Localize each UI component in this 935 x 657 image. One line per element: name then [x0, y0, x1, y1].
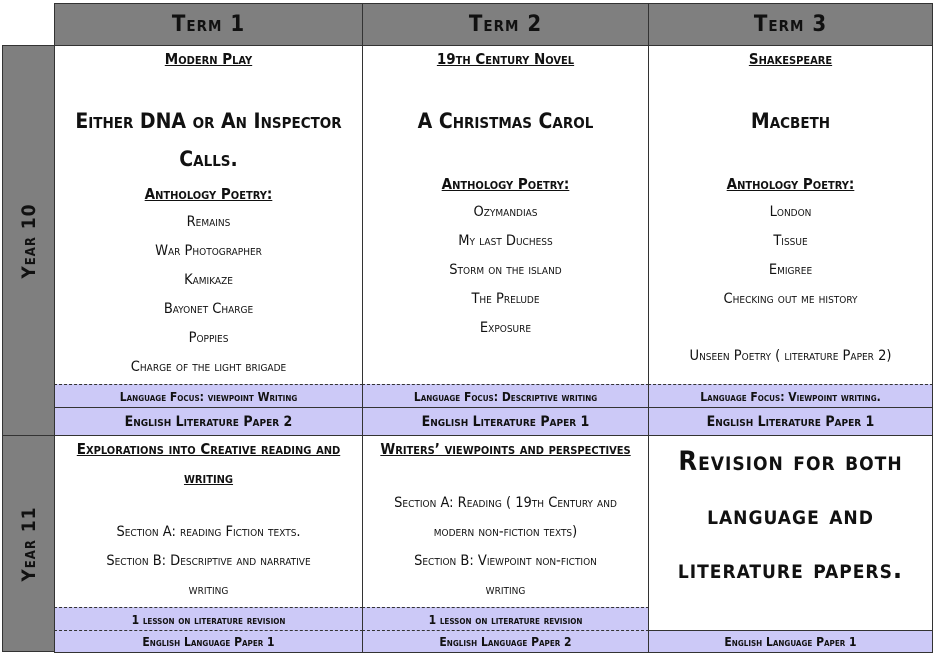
y11-t1-heading-2: writing — [183, 469, 234, 487]
y11-t2-line: modern non-fiction texts) — [433, 524, 578, 540]
y10-t3-paper — [648, 407, 933, 436]
y10-t3-language-focus — [648, 384, 933, 408]
y10-t2-title: A Christmas Carol — [417, 109, 594, 133]
header-term-3-label: Term 3 — [753, 12, 828, 37]
poem: My last Duchess — [458, 233, 553, 249]
y10-t2-paper — [362, 407, 649, 436]
y10-t1-poetry-heading: Anthology Poetry: — [144, 185, 273, 203]
y10-t1-paper-text: English Literature Paper 2 — [124, 413, 293, 430]
y11-t2-lesson — [362, 607, 649, 631]
y11-t1-lesson — [54, 607, 363, 631]
y11-t1-paper — [54, 630, 363, 653]
y10-t1-title-1: Either DNA or An Inspector — [75, 109, 342, 133]
year-10-label: Year 10 — [17, 202, 40, 279]
y11-t3-revision-1: Revision for both — [678, 446, 903, 477]
poem: Exposure — [479, 320, 532, 336]
y11-t3-revision-2: language and — [707, 500, 874, 531]
poem: Charge of the light brigade — [130, 359, 287, 375]
y11-term2-cell — [362, 435, 649, 608]
y11-t2-line: Section A: Reading ( 19th Century and — [394, 495, 617, 511]
y10-t2-poetry-heading: Anthology Poetry: — [441, 175, 570, 193]
y10-t1-language-focus-text: Language Focus: viewpoint Writing — [119, 389, 298, 404]
y10-t2-language-focus — [362, 384, 649, 408]
y10-t1-title-2: Calls. — [179, 147, 238, 171]
y11-term3-cell — [648, 435, 933, 631]
y11-t2-paper-text: English Language Paper 2 — [439, 634, 572, 649]
poem: Storm on the island — [449, 262, 562, 278]
y11-t3-revision-3: literature papers. — [677, 554, 904, 585]
y11-t1-line: writing — [188, 582, 229, 598]
y10-t3-heading: Shakespeare — [748, 50, 833, 68]
poem: Tissue — [773, 233, 808, 249]
y10-t1-language-focus — [54, 384, 363, 408]
y10-term3-cell — [648, 45, 933, 385]
y10-t1-heading: Modern Play — [164, 50, 253, 68]
y11-t1-paper-text: English Language Paper 1 — [142, 634, 275, 649]
poem: Kamikaze — [184, 272, 233, 288]
year-11-column — [2, 435, 55, 652]
y11-t1-lesson-text: 1 lesson on literature revision — [131, 612, 286, 627]
y11-t2-heading: Writers’ viewpoints and perspectives — [380, 440, 631, 458]
poem: Ozymandias — [473, 204, 538, 220]
y11-term1-cell — [54, 435, 363, 608]
y11-t2-line: writing — [485, 582, 526, 598]
y10-t3-unseen: Unseen Poetry ( literature Paper 2) — [689, 348, 892, 364]
poem: Emigree — [768, 262, 813, 278]
poem: Poppies — [188, 330, 229, 346]
y11-t3-paper — [648, 630, 933, 653]
header-term-3 — [648, 3, 933, 46]
y10-t2-paper-text: English Literature Paper 1 — [421, 413, 590, 430]
year-11-label: Year 11 — [17, 505, 40, 582]
y11-t3-paper-text: English Language Paper 1 — [724, 634, 857, 649]
y11-t2-line: Section B: Viewpoint non-fiction — [414, 553, 597, 569]
y11-t2-lesson-text: 1 lesson on literature revision — [428, 612, 583, 627]
y10-t3-title: Macbeth — [750, 109, 831, 133]
y11-t2-paper — [362, 630, 649, 653]
y10-term2-cell — [362, 45, 649, 385]
y11-t1-line: Section A: reading Fiction texts. — [116, 524, 301, 540]
y10-t2-heading: 19th Century Novel — [436, 50, 575, 68]
y10-t3-language-focus-text: Language Focus: Viewpoint writing. — [700, 389, 881, 404]
header-term-1 — [54, 3, 363, 46]
y10-t3-poetry-heading: Anthology Poetry: — [726, 175, 855, 193]
year-10-column — [2, 45, 55, 436]
y11-t1-line: Section B: Descriptive and narrative — [106, 553, 311, 569]
header-term-2-label: Term 2 — [468, 12, 543, 37]
poem: London — [769, 204, 812, 220]
poem: War Photographer — [155, 243, 262, 259]
poem: Checking out me history — [723, 291, 858, 307]
poem: The Prelude — [471, 291, 540, 307]
y10-t1-paper — [54, 407, 363, 436]
poem: Bayonet Charge — [163, 301, 254, 317]
corner-cell — [0, 0, 55, 45]
header-term-2 — [362, 3, 649, 46]
y10-t3-paper-text: English Literature Paper 1 — [706, 413, 875, 430]
header-term-1-label: Term 1 — [171, 12, 246, 37]
y10-t2-language-focus-text: Language Focus: Descriptive writing — [413, 389, 598, 404]
y10-term1-cell — [54, 45, 363, 385]
poem: Remains — [186, 214, 231, 230]
y11-t1-heading-1: Explorations into Creative reading and — [76, 440, 341, 458]
